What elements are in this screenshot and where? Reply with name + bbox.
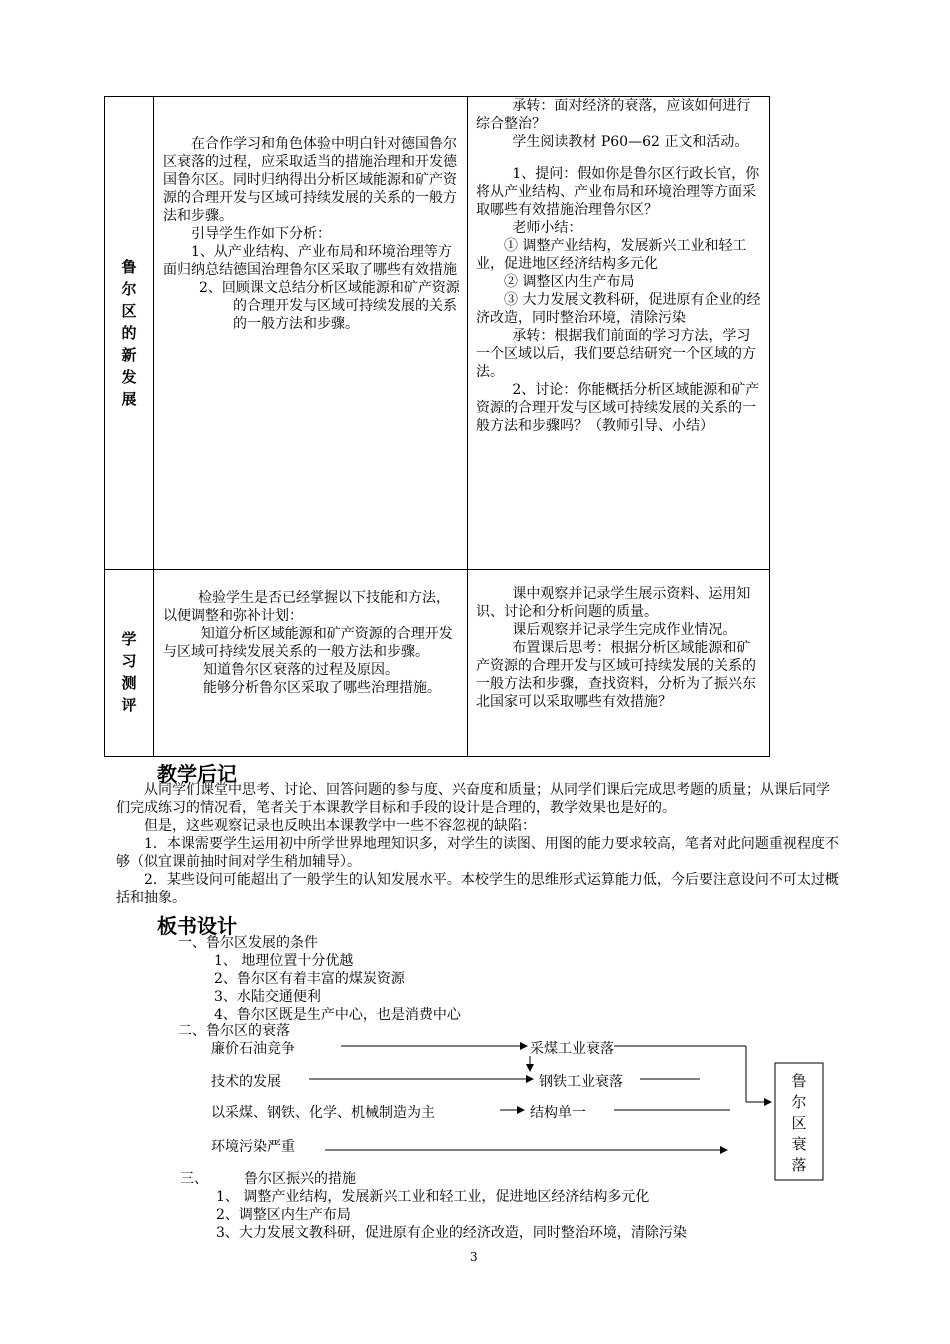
postscript-paragraph: 但是，这些观察记录也反映出本课教学中一些不容忽视的缺陷： <box>144 818 536 834</box>
row1-goals-paragraph: 在合作学习和角色体验中明白针对德国鲁尔区衰落的过程，应采取适当的措施治理和开发德国鲁尔区。同时归纳得出分析区域能源和矿产资源的合理开发与区域可持续发展的关系的一般方法和步骤。 <box>163 136 457 224</box>
section1-item: 3、水陆交通便利 <box>214 989 321 1005</box>
row1-process-paragraph: 承转：根据我们前面的学习方法，学习一个区域以后，我们要总结研究一个区域的方法。 <box>476 328 756 380</box>
page-number: 3 <box>470 1250 478 1264</box>
row1-process-paragraph: 承转：面对经济的衰落，应该如何进行综合整治？ <box>476 98 751 132</box>
row1-process-paragraph: 老师小结： <box>512 220 583 236</box>
row2-goals-paragraph: 知道分析区域能源和矿产资源的合理开发与区域可持续发展关系的一般方法和步骤。 <box>163 626 453 660</box>
effect-single-structure: 结构单一 <box>530 1105 586 1121</box>
board-title: 板书设计 <box>157 914 237 938</box>
postscript-paragraph: 1．本课需要学生运用初中所学世界地理知识多，对学生的读图、用图的能力要求较高，笔者对此问题重视程度不够（似宜课前抽时间对学生稍加辅导）。 <box>116 836 839 870</box>
section1-item: 2、鲁尔区有着丰富的煤炭资源 <box>214 971 405 987</box>
section3-item: 1、 调整产业结构，发展新兴工业和轻工业，促进地区经济结构多元化 <box>216 1189 650 1205</box>
effect-coal-decline: 采煤工业衰落 <box>530 1041 614 1057</box>
row2-process-paragraph: 布置课后思考：根据分析区域能源和矿产资源的合理开发与区域可持续发展的关系的一般方法和步骤，查找资料，分析为了振兴东北国家可以采取哪些有效措施？ <box>476 640 756 710</box>
row1-goals-paragraph: 2、回顾课文总结分析区域能源和矿产资源的合理开发与区域可持续发展的关系的一般方法和步骤。 <box>199 280 460 332</box>
cause-technology: 技术的发展 <box>211 1074 281 1090</box>
section3-number: 三、 <box>180 1171 208 1187</box>
section1-heading: 一、鲁尔区发展的条件 <box>178 935 318 951</box>
section1-item: 4、鲁尔区既是生产中心，也是消费中心 <box>214 1007 461 1023</box>
cause-pollution: 环境污染严重 <box>211 1139 295 1155</box>
row1-process-paragraph: ① 调整产业结构，发展新兴工业和轻工业，促进地区经济结构多元化 <box>476 238 747 272</box>
row1-process-paragraph: 1、提问：假如你是鲁尔区行政长官，你将从产业结构、产业布局和环境治理等方面采取哪些有效措施治理鲁尔区？ <box>476 166 760 218</box>
section3-item: 2、调整区内生产布局 <box>216 1207 351 1223</box>
board-section3 <box>180 1170 687 1242</box>
row1-goals-paragraph: 引导学生作如下分析： <box>191 226 331 242</box>
section3-title: 鲁尔区振兴的措施 <box>244 1171 356 1187</box>
result-text: 鲁尔区衰落 <box>791 1072 807 1174</box>
effect-steel-decline: 钢铁工业衰落 <box>539 1074 623 1090</box>
row1-process-paragraph: 2、讨论：你能概括分析区域能源和矿产资源的合理开发与区域可持续发展的关系的一般方法和步骤吗？（教师引导、小结） <box>476 382 760 434</box>
row1-process-paragraph: ② 调整区内生产布局 <box>504 274 635 290</box>
row2-process-paragraph: 课中观察并记录学生展示资料、运用知识、讨论和分析问题的质量。 <box>476 586 751 620</box>
cause-cheap-oil: 廉价石油竞争 <box>211 1041 295 1057</box>
postscript-title: 教学后记 <box>157 762 237 786</box>
row1-process-paragraph: ③ 大力发展文教科研，促进原有企业的经济改造，同时整治环境，清除污染 <box>476 292 761 326</box>
section3-item: 3、大力发展文教科研，促进原有企业的经济改造，同时整治环境，清除污染 <box>216 1225 687 1241</box>
row2-process-paragraph: 课后观察并记录学生完成作业情况。 <box>512 622 737 638</box>
row1-process-paragraph: 学生阅读教材 P60—62 正文和活动。 <box>512 134 749 150</box>
row1-goals-paragraph: 1、从产业结构、产业布局和环境治理等方面归纳总结德国治理鲁尔区采取了哪些有效措施 <box>163 244 457 278</box>
row2-goals-paragraph: 检验学生是否已经掌握以下技能和方法，以便调整和弥补计划： <box>163 590 450 624</box>
section1-item: 1、 地理位置十分优越 <box>214 953 354 969</box>
row2-goals-paragraph: 知道鲁尔区衰落的过程及原因。 <box>203 662 399 678</box>
row2-goals-paragraph: 能够分析鲁尔区采取了哪些治理措施。 <box>203 680 441 696</box>
row-label-assessment: 学习测评 <box>121 630 137 714</box>
cause-heavy-industry: 以采煤、钢铁、化学、机械制造为主 <box>211 1105 435 1121</box>
postscript-paragraph: 从同学们课堂中思考、讨论、回答问题的参与度、兴奋度和质量；从同学们课后完成思考题的质量；从课后同学们完成练习的情况看，笔者关于本课教学目标和手段的设计是合理的，教学效果也是好的。 <box>116 782 830 816</box>
section2-heading: 二、鲁尔区的衰落 <box>178 1023 290 1039</box>
postscript-paragraph: 2．某些设问可能超出了一般学生的认知发展水平。本校学生的思维形式运算能力低，今后要注意设问不可太过概括和抽象。 <box>116 872 839 906</box>
row-label-new-development: 鲁尔区的新发展 <box>121 258 137 408</box>
